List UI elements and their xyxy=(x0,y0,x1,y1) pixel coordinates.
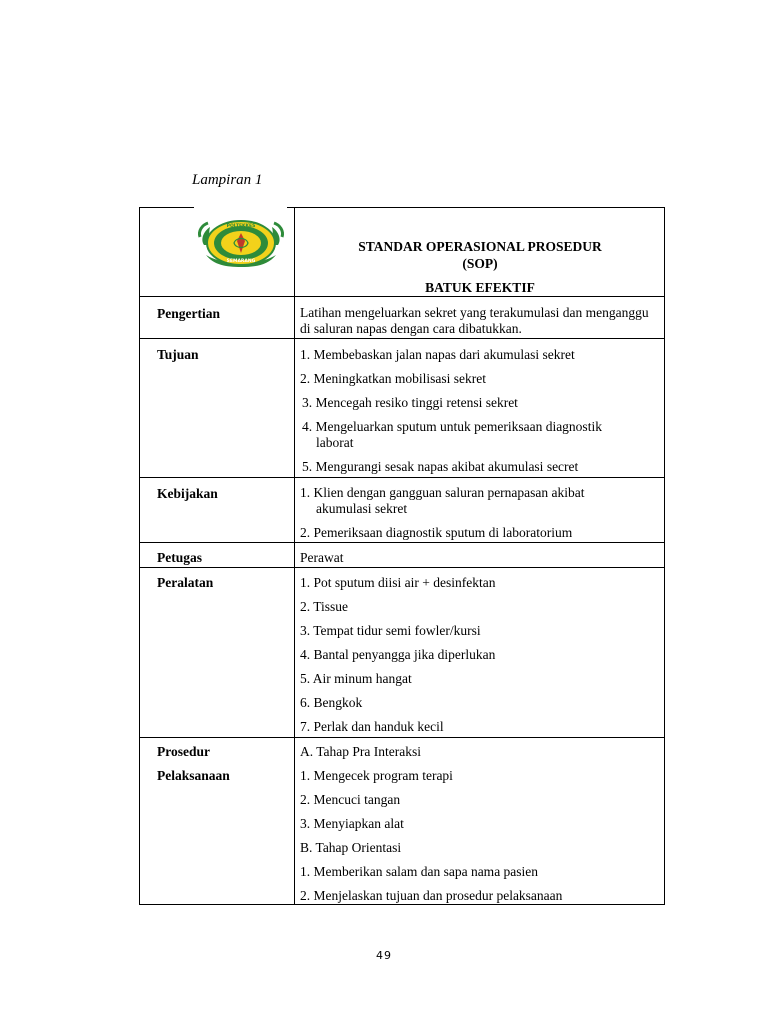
column-divider xyxy=(294,207,295,905)
peralatan-item: 6. Bengkok xyxy=(300,695,363,710)
prosedur-item: 2. Menjelaskan tujuan dan prosedur pelaksanaan xyxy=(300,888,563,903)
row-divider xyxy=(139,338,665,339)
petugas-text: Perawat xyxy=(300,550,344,565)
peralatan-item: 1. Pot sputum diisi air + desinfektan xyxy=(300,575,496,590)
tujuan-item: 4. Mengeluarkan sputum untuk pemeriksaan diagnostik xyxy=(302,419,602,434)
pengertian-text: Latihan mengeluarkan sekret yang terakumulasi dan menganggu di saluran napas dengan cara dibatukkan. xyxy=(300,305,649,336)
peralatan-item: 2. Tissue xyxy=(300,599,349,614)
tujuan-item: 2. Meningkatkan mobilisasi sekret xyxy=(300,371,486,386)
svg-text:SEMARANG: SEMARANG xyxy=(226,259,256,264)
label-prosedur: Prosedur xyxy=(157,744,210,759)
tujuan-item-continuation: laborat xyxy=(316,435,354,450)
page-number: 49 xyxy=(376,949,392,962)
row-divider xyxy=(139,296,665,297)
row-divider xyxy=(139,567,665,568)
prosedur-item: A. Tahap Pra Interaksi xyxy=(300,744,422,759)
label-pelaksanaan: Pelaksanaan xyxy=(157,768,230,783)
kebijakan-item-continuation: akumulasi sekret xyxy=(316,501,408,516)
table-top-border-left xyxy=(139,207,194,208)
prosedur-item: 1. Memberikan salam dan sapa nama pasien xyxy=(300,864,539,879)
sop-subtitle: BATUK EFEKTIF xyxy=(425,280,535,295)
kebijakan-item: 2. Pemeriksaan diagnostik sputum di laboratorium xyxy=(300,525,573,540)
tujuan-item: 5. Mengurangi sesak napas akibat akumulasi secret xyxy=(302,459,579,474)
label-tujuan: Tujuan xyxy=(157,347,199,362)
label-pengertian: Pengertian xyxy=(157,306,220,321)
prosedur-item: 1. Mengecek program terapi xyxy=(300,768,453,783)
label-peralatan: Peralatan xyxy=(157,575,214,590)
sop-title-line2: (SOP) xyxy=(462,256,498,271)
label-kebijakan: Kebijakan xyxy=(157,486,218,501)
sop-table xyxy=(139,207,665,905)
row-divider xyxy=(139,542,665,543)
prosedur-item: B. Tahap Orientasi xyxy=(300,840,402,855)
peralatan-item: 4. Bantal penyangga jika diperlukan xyxy=(300,647,496,662)
lampiran-label: Lampiran 1 xyxy=(192,172,263,188)
table-top-border-right xyxy=(287,207,665,208)
tujuan-item: 3. Mencegah resiko tinggi retensi sekret xyxy=(302,395,518,410)
tujuan-item: 1. Membebaskan jalan napas dari akumulasi sekret xyxy=(300,347,575,362)
poltekkes-logo xyxy=(196,215,286,269)
peralatan-item: 7. Perlak dan handuk kecil xyxy=(300,719,444,734)
peralatan-item: 5. Air minum hangat xyxy=(300,671,412,686)
prosedur-item: 3. Menyiapkan alat xyxy=(300,816,404,831)
label-petugas: Petugas xyxy=(157,550,202,565)
row-divider xyxy=(139,477,665,478)
prosedur-item: 2. Mencuci tangan xyxy=(300,792,401,807)
sop-title-line1: STANDAR OPERASIONAL PROSEDUR xyxy=(358,239,602,254)
svg-text:POLTEKKES: POLTEKKES xyxy=(226,224,256,229)
row-divider xyxy=(139,737,665,738)
peralatan-item: 3. Tempat tidur semi fowler/kursi xyxy=(300,623,481,638)
kebijakan-item: 1. Klien dengan gangguan saluran pernapasan akibat xyxy=(300,485,585,500)
